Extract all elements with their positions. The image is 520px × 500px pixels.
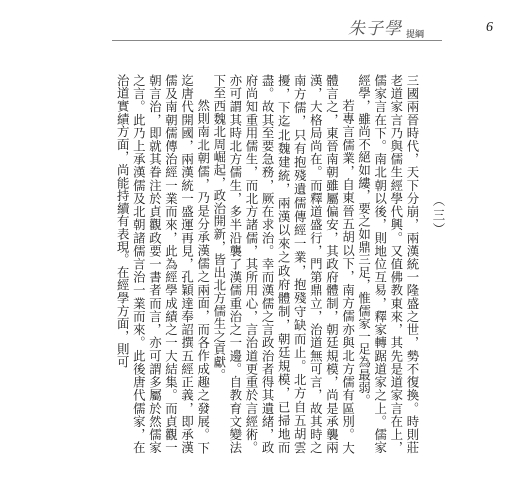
book-logo: 朱子學 — [348, 19, 402, 39]
vertical-body-text — [110, 74, 446, 454]
page-number: 6 — [486, 20, 493, 35]
book-logo-subtitle: 提綱 — [406, 30, 425, 40]
page-header — [348, 14, 508, 42]
header-divider — [112, 40, 442, 41]
section-heading: （三） — [431, 194, 446, 238]
paragraph-2: 若專言儒業，自東晉五胡以下，南方儒亦與北方儒有區別。大體言之，東晉南朝雖屬偏安，其政府體制，朝廷規模，尚是承襲兩漢，大格局尚在。而釋道盛行，門第鼎立，治道無可言，故其時之南方儒，只有抱殘遺儒傳經一業，抱殘守缺而止。北方自五胡雲擾，下迄北魏建統，兩漢以來之政府體制，朝廷規模，已掃地而盡。故其至要急務，厥在求治。幸而漢儒之言政治者得其遺緒，政府尚知重用儒生，而北方諸儒，其所用心，言治道更重於言經術。亦可謂其時北方儒生，多半沿襲了漢儒重治之一邊。自教育文變法下至西魏北周崛起，政治開新，皆出北方儒生之貢獻。 — [211, 74, 356, 454]
paragraph-1: 三國兩晉時代，天下分崩，兩漢統一隆盛之世，勢不復換。時則莊老道家言乃與儒生經學代興。又值佛教東來，其先是道家言在上，儒家言在下。南北朝以後，則地位互易，釋家轉踞道家之上。儒家經學，雖尚不絕如縷，要之如鼎三足，惟儒家一足為最弱。 — [356, 74, 420, 454]
paragraph-3: 然則南北朝儒，乃是分承漢儒之兩面，而各作成趣之發展。下迄唐代開國，兩漢統一盛運再見，孔穎達奉詔撰五經正義，即承漢儒及南朝儒傳治經一業而來，此為經學成績之一大結集。而貞觀一朝言治，即就其眷注於貞觀政要一書者而言，亦可謂多屬於然儒家之言。此乃上承漢儒及北朝諸儒言治一業而來。此後唐代儒家，在治道實績方面，尚能持續有表現。在經學方面，則可 — [115, 74, 211, 454]
